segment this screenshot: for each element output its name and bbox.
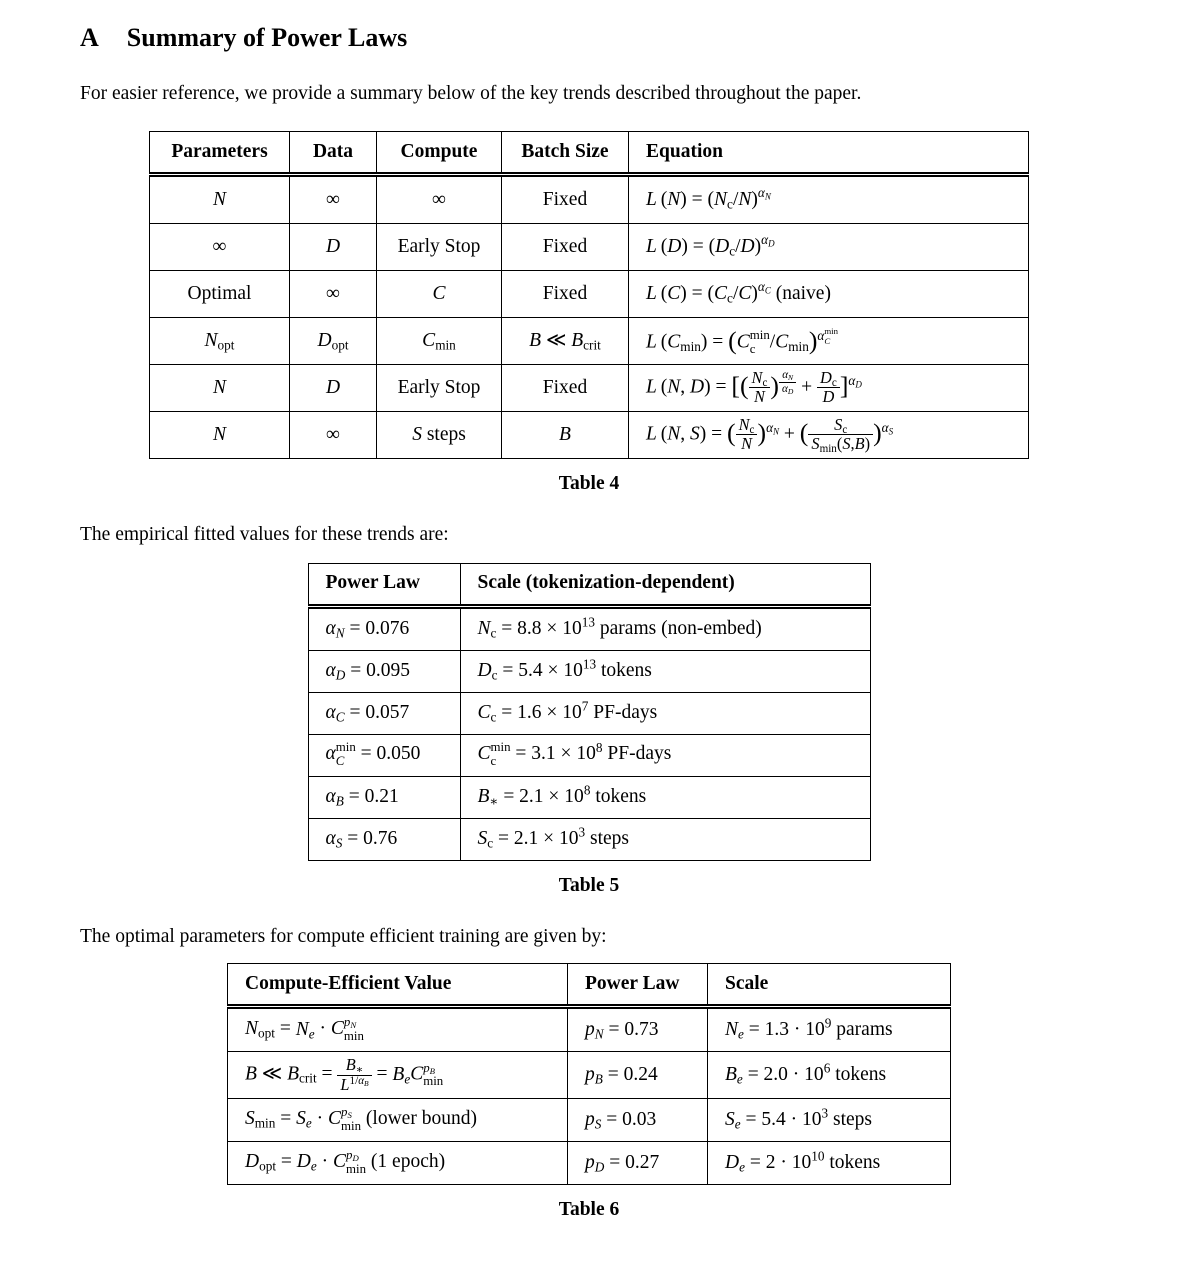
table-cell: D [290, 223, 377, 270]
table-cell: Fixed [502, 270, 629, 317]
table-row [228, 1142, 951, 1185]
power-law-cell: $p_N = 0.73$ [568, 1007, 708, 1052]
column-header: Data [290, 131, 377, 174]
equation-cell: L (N, D) = [( $\frac{N_c}{N}$ ) $^{\frac{\alpha_N}{\alpha_D}}$ + $\frac{D_c}{D}$ ]$^{\alpha_D}$ [629, 364, 1029, 411]
compute-efficient-table [227, 963, 951, 1185]
table-row [308, 650, 870, 692]
table-row [228, 1007, 951, 1052]
column-header: Scale (tokenization-dependent) [460, 563, 870, 606]
fitted-values-table [308, 563, 871, 861]
table-header-row [150, 131, 1029, 174]
table-cell: S steps [377, 411, 502, 458]
table-cell: N [150, 174, 290, 223]
scale-cell: $S_c = 2.1 \times 10^3$ steps [460, 818, 870, 860]
optimal-params-paragraph: The optimal parameters for compute efficient training are given by: [80, 926, 607, 947]
table-cell: $N_{opt}$ [150, 317, 290, 364]
table-row [308, 692, 870, 734]
power-law-cell: $p_B = 0.24$ [568, 1052, 708, 1099]
equation-cell: L $(C_{min}) = (C$ min c $/C_{min})^{\alpha min C}$ [629, 317, 1029, 364]
table-cell: $D_{opt}$ [290, 317, 377, 364]
power-law-cell: $p_D = 0.27$ [568, 1142, 708, 1185]
table-cell: Fixed [502, 364, 629, 411]
scale-cell: $B_e = 2.0 \cdot 10^6$ tokens [708, 1052, 951, 1099]
equation-cell: L $(D) = (D_c/D)^{\alpha_D}$ [629, 223, 1029, 270]
power-law-cell: $\alpha_S = 0.76$ [308, 818, 460, 860]
equation-cell: L $(N) = (N_c/N)^{\alpha_N}$ [629, 174, 1029, 223]
table-5-caption: Table 5 [558, 874, 620, 896]
table-cell: ∞ [290, 270, 377, 317]
section-heading [80, 22, 1098, 55]
column-header: Equation [629, 131, 1029, 174]
table-row [308, 606, 870, 650]
value-cell: B ≪ $B_{crit}$ = $\frac{B_∗}{L^{1/\alpha_B}}$ = $B_eC$ $p_B$ min [228, 1052, 568, 1099]
table-row [150, 364, 1029, 411]
scale-cell: $N_e = 1.3 \cdot 10^9$ params [708, 1007, 951, 1052]
table-6-caption: Table 6 [558, 1199, 620, 1221]
table-cell: ∞ [150, 223, 290, 270]
column-header: Compute [377, 131, 502, 174]
value-cell: $N_{opt} = N_e \cdot C$ $p_N$ min [228, 1007, 568, 1052]
table-row [150, 270, 1029, 317]
power-law-cell: α min C = 0.050 [308, 734, 460, 776]
intro-paragraph: For easier reference, we provide a summary below of the key trends described throughout the paper. [80, 82, 862, 104]
table-cell: $C_{min}$ [377, 317, 502, 364]
table-cell: ∞ [377, 174, 502, 223]
table-row [308, 734, 870, 776]
table-cell: Early Stop [377, 364, 502, 411]
fitted-values-paragraph: The empirical fitted values for these trends are: [80, 524, 449, 546]
table-row [150, 411, 1029, 458]
table-cell: B ≪ $B_{crit}$ [502, 317, 629, 364]
table-row [228, 1052, 951, 1099]
table-4-caption: Table 4 [558, 472, 620, 494]
power-laws-summary-table [149, 131, 1029, 459]
column-header: Parameters [150, 131, 290, 174]
table-cell: B [502, 411, 629, 458]
column-header: Compute-Efficient Value [228, 964, 568, 1007]
table-cell: D [290, 364, 377, 411]
value-cell: $S_{min} = S_e \cdot C$ $p_S$ min (lower bound) [228, 1099, 568, 1142]
table-header-row [308, 563, 870, 606]
table-cell: Fixed [502, 174, 629, 223]
section-title: Summary of Power Laws [126, 23, 408, 52]
power-law-cell: $\alpha_D = 0.095$ [308, 650, 460, 692]
equation-cell: L $(C) = (C_c/C)^{\alpha_C}$ (naive) [629, 270, 1029, 317]
section-number: A [80, 23, 99, 52]
scale-cell: $D_c = 5.4 \times 10^{13}$ tokens [460, 650, 870, 692]
table-cell: ∞ [290, 411, 377, 458]
scale-cell: $B_∗ = 2.1 \times 10^8$ tokens [460, 776, 870, 818]
table-cell: ∞ [290, 174, 377, 223]
table-cell: C [377, 270, 502, 317]
scale-cell: $D_e = 2 \cdot 10^{10}$ tokens [708, 1142, 951, 1185]
table-row [150, 317, 1029, 364]
power-law-cell: $\alpha_B = 0.21$ [308, 776, 460, 818]
column-header: Scale [708, 964, 951, 1007]
scale-cell: $N_c = 8.8 \times 10^{13}$ params (non-embed) [460, 606, 870, 650]
table-row [150, 223, 1029, 270]
table-cell: N [150, 364, 290, 411]
scale-cell: C min c = $3.1 \times 10^8$ PF-days [460, 734, 870, 776]
table-row [150, 174, 1029, 223]
table-row [308, 818, 870, 860]
power-law-cell: $p_S = 0.03$ [568, 1099, 708, 1142]
column-header: Batch Size [502, 131, 629, 174]
table-cell: Early Stop [377, 223, 502, 270]
table-cell: N [150, 411, 290, 458]
table-header-row [228, 964, 951, 1007]
value-cell: $D_{opt} = D_e \cdot C$ $p_D$ min (1 epoch) [228, 1142, 568, 1185]
table-row [308, 776, 870, 818]
column-header: Power Law [568, 964, 708, 1007]
table-cell: Optimal [150, 270, 290, 317]
column-header: Power Law [308, 563, 460, 606]
power-law-cell: $\alpha_C = 0.057$ [308, 692, 460, 734]
table-row [228, 1099, 951, 1142]
scale-cell: $S_e = 5.4 \cdot 10^3$ steps [708, 1099, 951, 1142]
scale-cell: $C_c = 1.6 \times 10^7$ PF-days [460, 692, 870, 734]
table-cell: Fixed [502, 223, 629, 270]
power-law-cell: $\alpha_N = 0.076$ [308, 606, 460, 650]
equation-cell: L (N, S) = ( $\frac{N_c}{N}$ )$^{\alpha_N}$ + ( $\frac{S_c}{S_{min}(S,B)}$ )$^{\alpha_S}$ [629, 411, 1029, 458]
